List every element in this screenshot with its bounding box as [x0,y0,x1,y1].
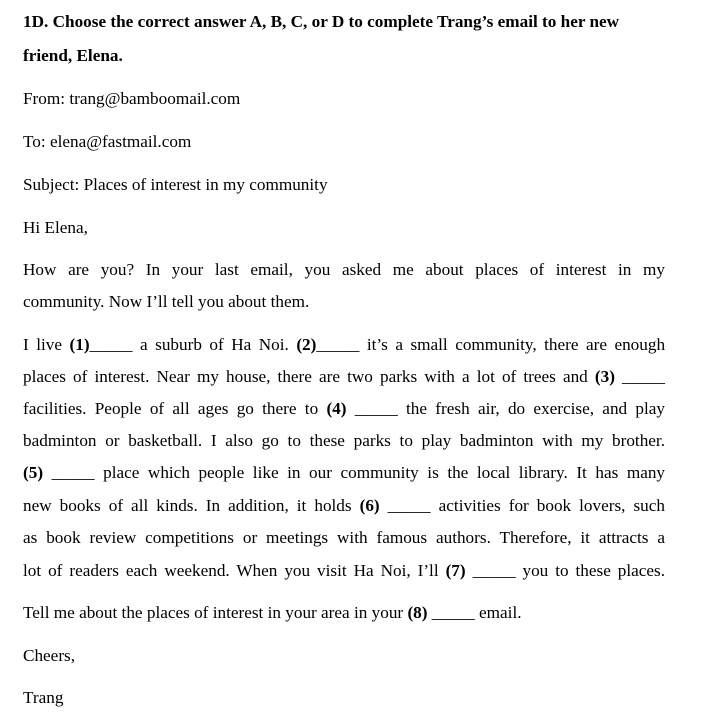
email-para1-line2: community. Now I’ll tell you about them. [23,292,310,311]
blank-1: _____ [89,335,133,354]
blank-7: _____ [472,561,516,580]
blank-8: _____ [431,603,475,622]
exercise-heading-line1: 1D. Choose the correct answer A, B, C, or D to complete Trang’s email to her new [23,12,620,31]
blank-number-2: (2) [296,335,317,354]
email-para2-line8: lot of readers each weekend. When you visit Ha Noi, I’ll (7) _____ you to these places. [23,561,666,580]
email-para2-line1: I live (1)_____ a suburb of Ha Noi. (2)_____ it’s a small community, there are enough [23,335,666,354]
email-para2-line4: badminton or basketball. I also go to these parks to play badminton with my brother. [23,431,665,450]
email-para2-line3: facilities. People of all ages go there to (4) _____ the fresh air, do exercise, and play [23,399,665,418]
blank-4: _____ [354,399,398,418]
email-closing: Cheers, [23,646,76,665]
blank-number-3: (3) [594,367,615,386]
email-greeting: Hi Elena, [23,218,88,237]
email-subject: Subject: Places of interest in my community [23,175,328,194]
blank-number-1: (1) [69,335,90,354]
email-from: From: trang@bamboomail.com [23,89,241,108]
exercise-heading-line2: friend, Elena. [23,46,123,65]
blank-5: _____ [51,463,95,482]
blank-number-6: (6) [359,496,380,515]
email-para2-line6: new books of all kinds. In addition, it holds (6) _____ activities for book lovers, such [23,496,665,515]
blank-number-4: (4) [326,399,347,418]
blank-number-5: (5) [23,463,44,482]
email-para1-line1: How are you? In your last email, you asked me about places of interest in my [23,260,665,279]
email-signature: Trang [23,688,64,707]
email-para2-line2: places of interest. Near my house, there are two parks with a lot of trees and (3) _____ [23,367,665,386]
blank-number-7: (7) [445,561,466,580]
blank-number-8: (8) [407,603,428,622]
email-para2-line5: (5) _____ place which people like in our community is the local library. It has many [23,463,666,482]
email-para3: Tell me about the places of interest in your area in your (8) _____ email. [23,603,522,622]
email-to: To: elena@fastmail.com [23,132,192,151]
email-para2-line7: as book review competitions or meetings with famous authors. Therefore, it attracts a [23,528,665,547]
blank-3: _____ [622,367,665,386]
blank-2: _____ [316,335,360,354]
blank-6: _____ [387,496,431,515]
